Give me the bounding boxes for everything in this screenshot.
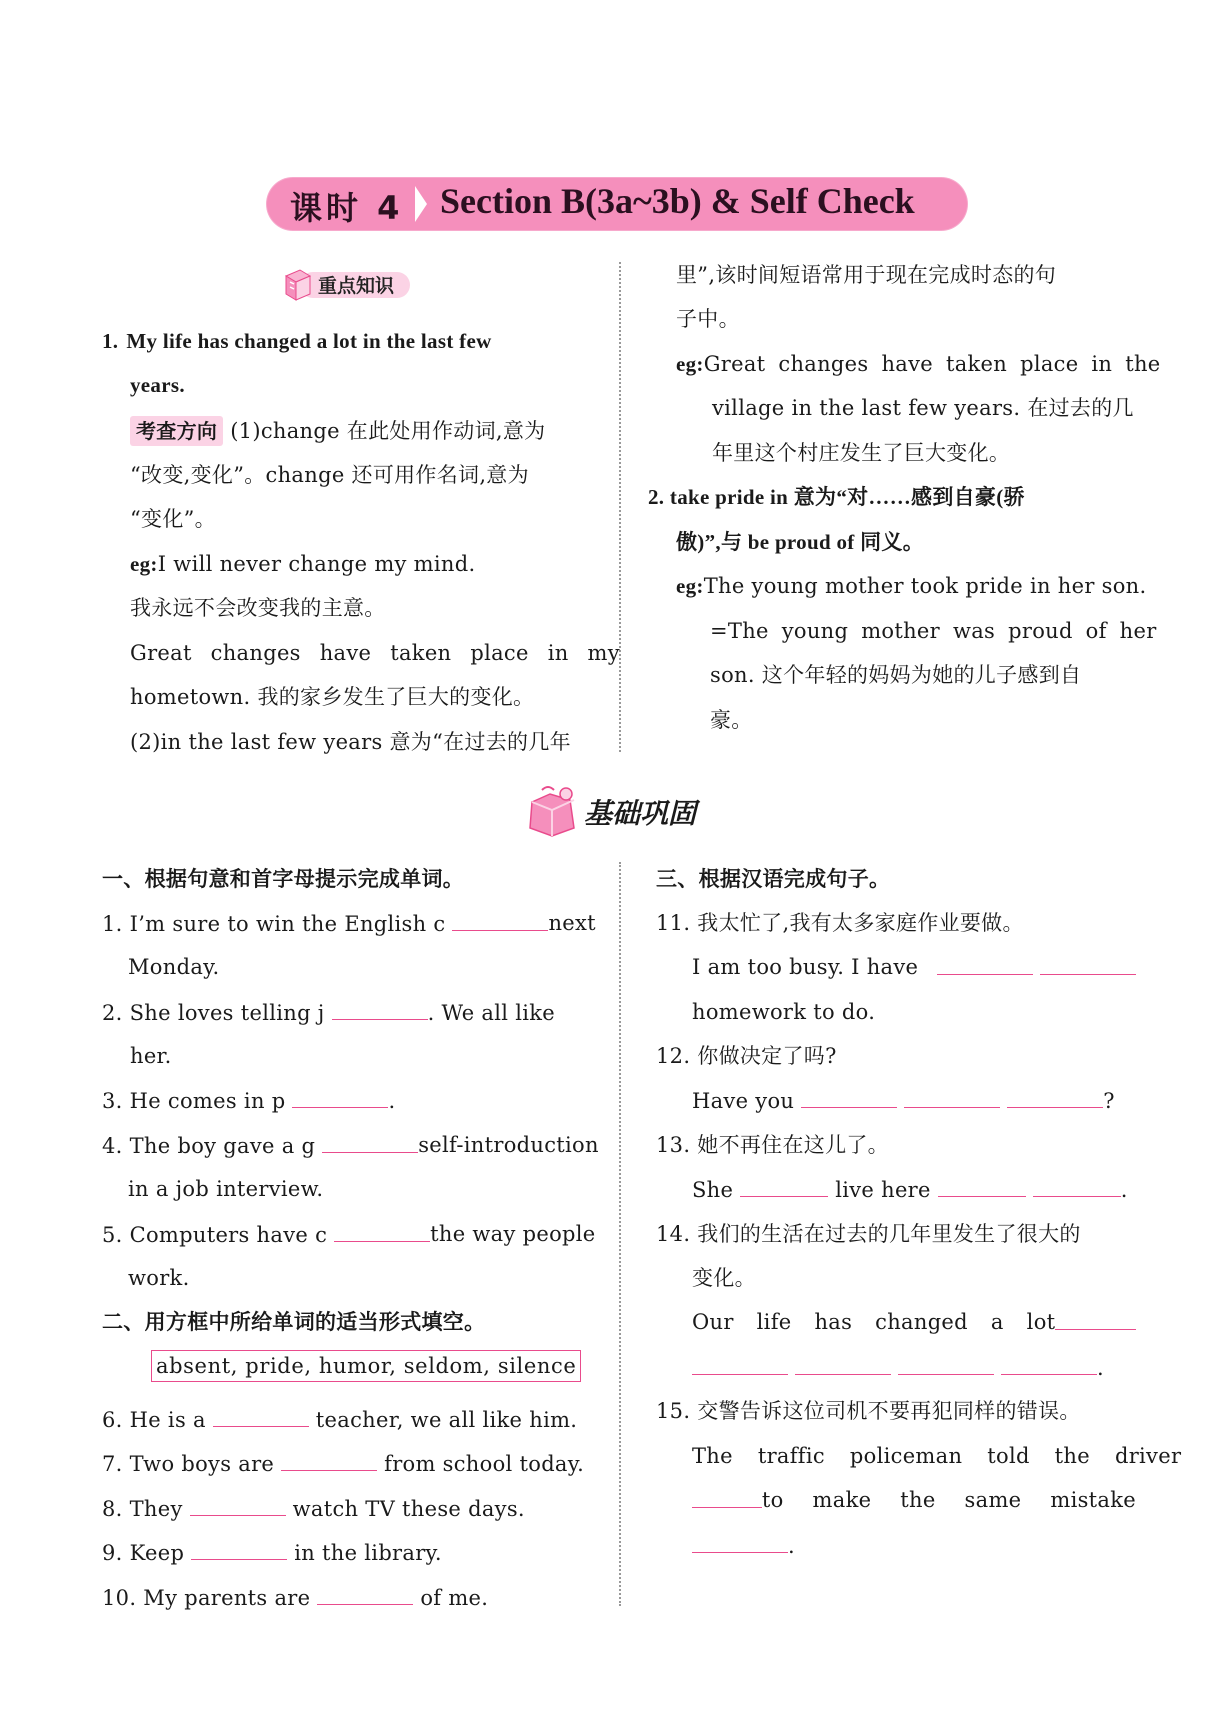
part1-heading: 一、根据句意和首字母提示完成单词。: [102, 867, 465, 891]
answer-blank[interactable]: [1007, 1085, 1103, 1108]
question-14-cont: .: [692, 1352, 1104, 1383]
question-3: 3. He comes in p .: [102, 1085, 395, 1116]
question-11-cont: homework to do.: [692, 1000, 876, 1024]
question-4: 4. The boy gave a g self-introduction: [102, 1130, 582, 1161]
point1-note2-line3: 子中。: [676, 307, 740, 331]
point2-eg-line3: son. 这个年轻的妈妈为她的儿子感到自: [710, 663, 1082, 687]
point1-sentence-end: years.: [130, 373, 185, 397]
answer-blank[interactable]: [334, 1219, 430, 1242]
answer-blank[interactable]: [190, 1493, 286, 1516]
question-10: 10. My parents are of me.: [102, 1582, 488, 1613]
point1-eg1-translation: 我永远不会改变我的主意。: [130, 596, 386, 620]
point2-eg-line2: =The young mother was proud of her: [710, 619, 1157, 643]
question-6: 6. He is a teacher, we all like him.: [102, 1404, 577, 1435]
answer-blank[interactable]: [1033, 1174, 1121, 1197]
answer-blank[interactable]: [692, 1352, 788, 1375]
question-11-prompt: 11. 我太忙了,我有太多家庭作业要做。: [656, 911, 1024, 935]
answer-blank[interactable]: [937, 952, 1033, 975]
key-points-badge-label: 重点知识: [318, 275, 395, 297]
question-4-cont: in a job interview.: [128, 1177, 324, 1201]
key-points-badge: [282, 268, 414, 302]
answer-blank[interactable]: [795, 1352, 891, 1375]
lesson-label: 课时 4: [290, 189, 404, 227]
answer-blank[interactable]: [292, 1085, 388, 1108]
question-2: 2. She loves telling j . We all like: [102, 997, 582, 1028]
answer-blank[interactable]: [191, 1537, 287, 1560]
point1-eg3-line2: village in the last few years. 在过去的几: [712, 396, 1134, 420]
question-12: Have you ?: [692, 1085, 1115, 1116]
section-title: Section B(3a~3b) & Self Check: [440, 181, 915, 221]
point1-note1-line3: “变化”。: [130, 507, 216, 531]
column-divider: [619, 262, 621, 752]
question-14: Our life has changed a lot: [692, 1307, 1136, 1337]
question-1: 1. I’m sure to win the English c next: [102, 908, 582, 939]
question-5-cont: work.: [128, 1266, 190, 1290]
point1-sentence: 1. My life has changed a lot in the last few: [102, 329, 492, 353]
column-divider-2: [619, 862, 621, 1606]
answer-blank[interactable]: [740, 1174, 828, 1197]
question-5: 5. Computers have c the way people: [102, 1219, 582, 1250]
point1-note1-line2: “改变,变化”。change 还可用作名词,意为: [130, 463, 529, 487]
answer-blank[interactable]: [1040, 952, 1136, 975]
answer-blank[interactable]: [213, 1404, 309, 1427]
answer-blank[interactable]: [281, 1448, 377, 1471]
answer-blank[interactable]: [904, 1085, 1000, 1108]
question-15-line2: to make the same mistake: [692, 1485, 1136, 1515]
answer-blank[interactable]: [332, 997, 428, 1020]
point1-note1-line1: 考查方向 (1)change 在此处用作动词,意为: [130, 416, 588, 446]
point1-note2-line1: (2)in the last few years 意为“在过去的几年: [130, 730, 571, 754]
question-9: 9. Keep in the library.: [102, 1537, 442, 1568]
question-14-prompt: 14. 我们的生活在过去的几年里发生了很大的: [656, 1222, 1081, 1246]
point2-eg-line1: eg:The young mother took pride in her son.: [676, 574, 1147, 598]
point2-eg-line4: 豪。: [710, 708, 753, 732]
question-15-line1: The traffic policeman told the driver: [692, 1444, 1182, 1468]
question-13-prompt: 13. 她不再住在这儿了。: [656, 1133, 889, 1157]
part3-heading: 三、根据汉语完成句子。: [656, 867, 891, 891]
point1-eg3-line3: 年里这个村庄发生了巨大变化。: [712, 441, 1011, 465]
answer-blank[interactable]: [1001, 1352, 1097, 1375]
question-2-cont: her.: [130, 1044, 172, 1068]
answer-blank[interactable]: [322, 1130, 418, 1153]
answer-blank[interactable]: [898, 1352, 994, 1375]
basics-badge: [522, 784, 732, 840]
point2-line1: 2. take pride in 意为“对……感到自豪(骄: [648, 485, 1025, 509]
question-14-prompt-cont: 变化。: [692, 1266, 756, 1290]
question-7: 7. Two boys are from school today.: [102, 1448, 584, 1479]
point1-eg2-line2: hometown. 我的家乡发生了巨大的变化。: [130, 685, 535, 709]
point1-note2-line2: 里”,该时间短语常用于现在完成时态的句: [676, 263, 1057, 287]
question-15-line3: .: [692, 1530, 795, 1561]
point1-eg1: eg:I will never change my mind.: [130, 552, 476, 576]
point1-eg2-line1: Great changes have taken place in my: [130, 641, 620, 665]
part2-heading: 二、用方框中所给单词的适当形式填空。: [102, 1310, 486, 1334]
point1-eg3-line1: eg:Great changes have taken place in the: [676, 352, 1161, 376]
answer-blank[interactable]: [1055, 1307, 1136, 1330]
question-12-prompt: 12. 你做决定了吗?: [656, 1044, 837, 1068]
book-cube-icon: [282, 268, 312, 302]
answer-blank[interactable]: [692, 1485, 762, 1508]
exam-focus-tag: 考查方向: [130, 416, 223, 446]
question-13: She live here .: [692, 1174, 1128, 1205]
arrow-separator-icon: [415, 186, 427, 222]
answer-blank[interactable]: [938, 1174, 1026, 1197]
answer-blank[interactable]: [317, 1582, 413, 1605]
point2-line2: 傲)”,与 be proud of 同义。: [676, 530, 925, 554]
word-bank-box: absent, pride, humor, seldom, silence: [151, 1350, 581, 1382]
question-11: I am too busy. I have: [692, 952, 1136, 983]
question-8: 8. They watch TV these days.: [102, 1493, 525, 1524]
question-15-prompt: 15. 交警告诉这位司机不要再犯同样的错误。: [656, 1399, 1081, 1423]
basics-badge-label: 基础巩固: [584, 797, 697, 830]
folder-icon: [522, 784, 582, 840]
answer-blank[interactable]: [801, 1085, 897, 1108]
question-1-cont: Monday.: [128, 955, 220, 979]
answer-blank[interactable]: [452, 908, 548, 931]
answer-blank[interactable]: [692, 1530, 788, 1553]
